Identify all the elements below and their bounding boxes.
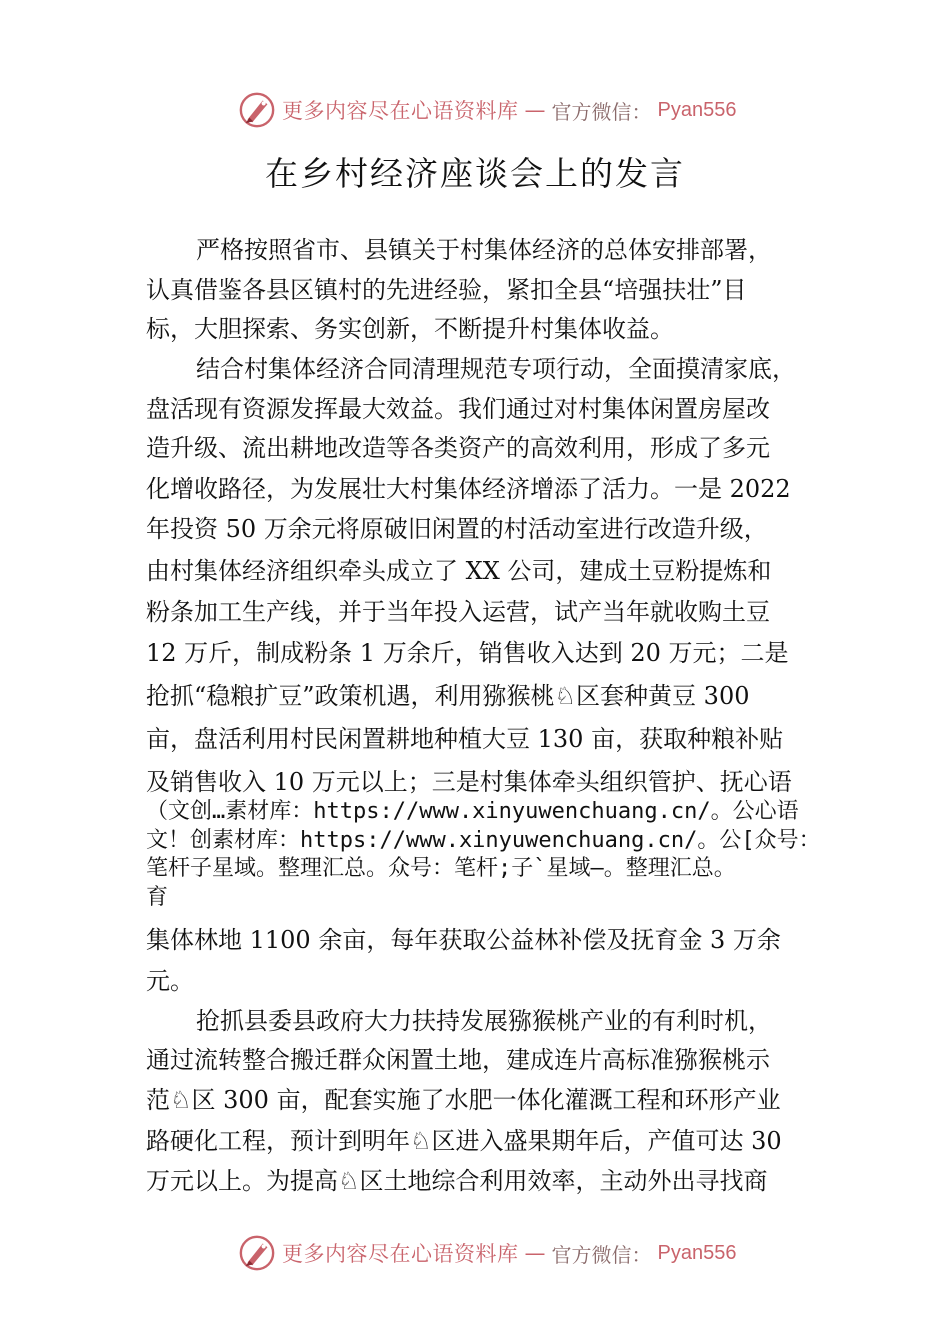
banner-wechat-label: 官方微信： xyxy=(551,99,652,124)
text-line: 12 万斤，制成粉条 1 万余斤，销售收入达到 20 万元；二是 xyxy=(146,639,789,667)
banner-separator: — xyxy=(524,98,546,122)
text-line: 及销售收入 10 万元以上；三是村集体牵头组织管护、抚心语 xyxy=(146,768,792,796)
text-line: 抢抓县委县政府大力扶持发展猕猴桃产业的有利时机， xyxy=(196,1007,772,1035)
pen-nib-icon xyxy=(238,91,276,129)
text-line: 严格按照省市、县镇关于村集体经济的总体安排部署， xyxy=(196,236,772,264)
text-line: 化增收路径，为发展壮大村集体经济增添了活力。一是 2022 xyxy=(146,475,791,503)
text-line-watermark: 育 xyxy=(146,885,169,910)
banner-wechat-id: Pyan556 xyxy=(657,1241,737,1264)
text-line: 通过流转整合搬迁群众闲置土地，建成连片高标准猕猴桃示 xyxy=(146,1046,770,1074)
header-banner xyxy=(238,90,736,130)
banner-separator: — xyxy=(524,1241,546,1265)
text-line: 亩，盘活利用村民闲置耕地种植大豆 130 亩，获取种粮补贴 xyxy=(146,725,784,753)
text-line: 万元以上。为提高♘区土地综合利用效率，主动外出寻找商 xyxy=(146,1167,768,1195)
text-line: 集体林地 1100 余亩，每年获取公益林补偿及抚育金 3 万余 xyxy=(146,926,781,954)
text-line: 年投资 50 万余元将原破旧闲置的村活动室进行改造升级， xyxy=(146,515,768,543)
text-line: 由村集体经济组织牵头成立了 XX 公司，建成土豆粉提炼和 xyxy=(146,557,772,585)
text-line-watermark: 文！创素材库：https://www.xinyuwenchuang.cn/。公[众号： xyxy=(146,828,821,853)
text-line: 结合村集体经济合同清理规范专项行动，全面摸清家底， xyxy=(196,355,796,383)
banner-wechat-id: Pyan556 xyxy=(657,98,737,121)
page-title: 在乡村经济座谈会上的发言 xyxy=(265,154,685,193)
banner-text: 更多内容尽在心语资料库 xyxy=(282,1242,519,1266)
text-line: 认真借鉴各县区镇村的先进经验，紧扣全县“培强扶壮”目 xyxy=(146,276,747,304)
text-line-watermark: 笔杆子星域。整理汇总。众号：笔杆;子`星域—。整理汇总。 xyxy=(146,856,736,881)
pen-nib-icon xyxy=(238,1234,276,1272)
text-line: 抢抓“稳粮扩豆”政策机遇，利用猕猴桃♘区套种黄豆 300 xyxy=(146,682,750,710)
banner-text: 更多内容尽在心语资料库 xyxy=(282,99,519,123)
text-line: 路硬化工程，预计到明年♘区进入盛果期年后，产值可达 30 xyxy=(146,1127,782,1155)
text-line: 造升级、流出耕地改造等各类资产的高效利用，形成了多元 xyxy=(146,434,770,462)
text-line: 盘活现有资源发挥最大效益。我们通过对村集体闲置房屋改 xyxy=(146,395,770,423)
text-line: 标，大胆探索、务实创新，不断提升村集体收益。 xyxy=(146,315,674,343)
banner-wechat-label: 官方微信： xyxy=(551,1242,652,1267)
text-line: 元。 xyxy=(146,967,194,995)
text-line: 范♘区 300 亩，配套实施了水肥一体化灌溉工程和环形产业 xyxy=(146,1086,781,1114)
text-line: 粉条加工生产线，并于当年投入运营，试产当年就收购土豆 xyxy=(146,598,770,626)
text-line-watermark: （文创…素材库：https://www.xinyuwenchuang.cn/。公心语 xyxy=(146,799,799,824)
footer-banner xyxy=(238,1233,736,1273)
